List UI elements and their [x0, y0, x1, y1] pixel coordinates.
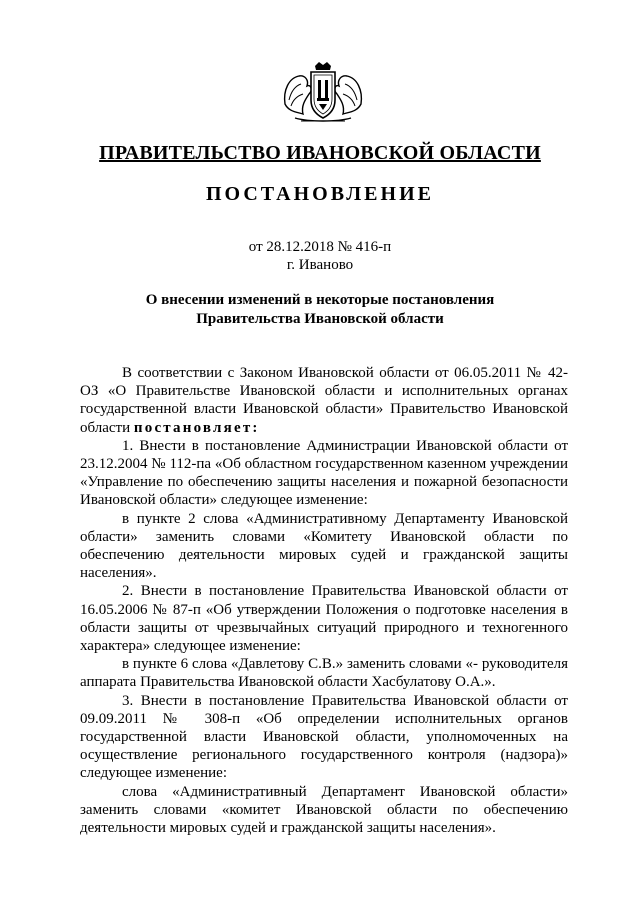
organization-name: ПРАВИТЕЛЬСТВО ИВАНОВСКОЙ ОБЛАСТИ	[99, 142, 541, 164]
item-1-change-paragraph: в пункте 2 слова «Административному Департаменту Ивановской области» заменить словами «Комитету Ивановской области по обеспечению деятельности мировых судей и гражданской защиты населения».	[80, 510, 568, 582]
item-2-paragraph: 2. Внести в постановление Правительства Ивановской области от 16.05.2006 № 87-п «Об утверждении Положения о подготовке населения в области защиты от чрезвычайных ситуаций природного и техногенного характера» следующее изменение:	[80, 583, 568, 655]
preamble-text: В соответствии с Законом Ивановской области от 06.05.2011 № 42-ОЗ «О Правительстве Ивановской области и исполнительных органах государственной власти Ивановской области» Правительство Ивановской области	[80, 365, 568, 436]
document-type: ПОСТАНОВЛЕНИЕ	[206, 183, 434, 205]
document-title	[60, 291, 580, 328]
document-body	[80, 364, 568, 837]
decree-word: постановляет:	[133, 419, 260, 436]
document-date-number: от 28.12.2018 № 416-п	[248, 239, 392, 255]
item-1-paragraph: 1. Внести в постановление Администрации Ивановской области от 23.12.2004 № 112-па «Об областном государственном казенном учреждении «Управление по обеспечению защиты населения и пожарной безопасности Ивановской области» следующее изменение:	[80, 437, 568, 509]
document-city: г. Иваново	[286, 257, 354, 273]
item-2-change-paragraph: в пункте 6 слова «Давлетову С.В.» заменить словами «- руководителя аппарата Правительства Ивановской области Хасбулатову О.А.».	[80, 656, 568, 691]
item-3-change-paragraph: слова «Административный Департамент Ивановской области» заменить словами «комитет Ивановской области по обеспечению деятельности мировых судей и гражданской защиты населения».	[80, 783, 568, 837]
document-title-line: О внесении изменений в некоторые постановления	[145, 292, 495, 308]
item-3-paragraph: 3. Внести в постановление Правительства Ивановской области от 09.09.2011 № 308-п «Об определении исполнительных органов государственной власти Ивановской области, уполномоченных на осуществление регионального государственного контроля (надзора)» следующее изменение:	[80, 692, 568, 782]
preamble-paragraph	[80, 364, 568, 437]
coat-of-arms-emblem	[281, 60, 365, 124]
document-title-line: Правительства Ивановской области	[196, 310, 444, 327]
